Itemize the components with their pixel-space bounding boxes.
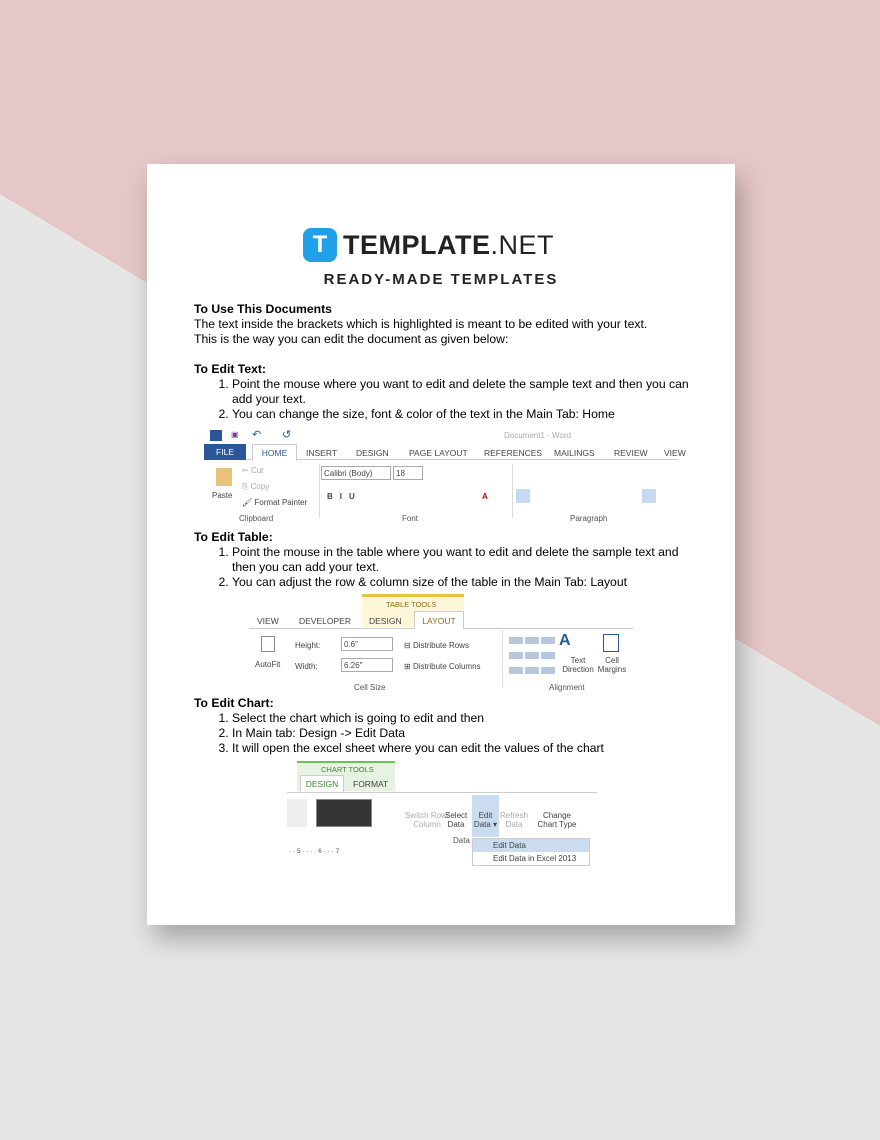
edit-table-list: 1. Point the mouse in the table where you want to edit and delete the sample text and then you can add your text. 2. You can adjust the row & column size of the table in the Main Tab: Layout [212,545,702,590]
edit-chart-heading: To Edit Chart: [194,696,274,710]
save-icon: ▣ [231,430,239,439]
menu-item-edit-data[interactable]: Edit Data [473,839,589,852]
cut-button[interactable]: ✂ Cut [242,466,264,475]
switch-row-column-button[interactable]: Switch Row/ Column [405,811,450,829]
tab-design[interactable]: DESIGN [369,616,402,626]
logo: T TEMPLATE.NET [303,228,554,262]
width-label: Width: [295,662,318,671]
distribute-columns-button[interactable]: ⊞ Distribute Columns [404,662,481,671]
tab-mailings[interactable]: MAILINGS [554,448,595,458]
chart-style-thumb[interactable] [287,799,307,827]
undo-icon: ↶ [252,429,262,441]
cell-margins-icon [603,634,619,652]
chart-ribbon-screenshot [287,761,597,864]
change-chart-type-button[interactable]: Change Chart Type [537,811,577,829]
group-data: Data [453,836,470,845]
group-clipboard: Clipboard [239,514,274,523]
window-title: Document1 - Word [504,431,571,440]
refresh-data-button[interactable]: Refresh Data [500,811,529,829]
tab-review[interactable]: REVIEW [614,448,648,458]
tab-developer[interactable]: DEVELOPER [299,616,351,626]
edit-text-list: 1. Point the mouse where you want to edit and delete the sample text and then you can add your text. 2. You can change the size, font & color of the text in the Main Tab: Home [212,377,702,422]
edit-data-menu [472,838,590,866]
tab-layout[interactable]: LAYOUT [414,611,464,629]
ruler: · · 5 · · · · 6 · · · 7 [289,848,340,855]
format-painter-button[interactable]: 🖌 Format Painter [242,498,308,507]
edit-text-heading: To Edit Text: [194,362,266,376]
intro: To Use This Documents The text inside the brackets which is highlighted is meant to be edited with your text. This is the way you can edit the document as given below: [194,302,648,346]
group-paragraph: Paragraph [570,514,608,523]
height-input[interactable]: 0.6" [341,637,393,651]
paste-button[interactable]: Paste [212,491,233,500]
autofit-icon [261,636,275,652]
font-select[interactable]: Calibri (Body) [321,466,391,480]
edit-chart-list: 1. Select the chart which is going to edit and then 2. In Main tab: Design -> Edit Data 3. It will open the excel sheet where you can edit the values of the chart [212,711,702,756]
tab-view[interactable]: VIEW [664,448,686,458]
text-direction-icon: A [559,632,571,649]
align-left-button[interactable] [516,489,530,503]
menu-item-edit-data-excel[interactable]: Edit Data in Excel 2013 [493,854,577,863]
tab-format[interactable]: FORMAT [353,779,389,789]
group-cell-size: Cell Size [354,683,386,692]
chart-style-thumb-selected[interactable] [316,799,372,827]
table-ribbon-screenshot [249,594,633,694]
group-alignment: Alignment [549,683,585,692]
cell-margins-button[interactable]: Cell Margins [597,656,627,674]
document-page [147,164,735,925]
tab-insert[interactable]: INSERT [306,448,338,458]
autofit-button[interactable]: AutoFit [255,660,281,669]
group-font: Font [402,514,419,523]
word-icon [210,430,222,441]
borders-button[interactable] [642,489,656,503]
tab-file[interactable]: FILE [204,444,246,460]
tab-view[interactable]: VIEW [257,616,279,626]
width-input[interactable]: 6.26" [341,658,393,672]
word-ribbon-screenshot [204,426,686,526]
edit-data-label: Edit Data ▾ [473,811,498,829]
redo-icon: ↺ [282,429,292,441]
tagline: READY-MADE TEMPLATES [323,271,559,288]
text-direction-button[interactable]: Text Direction [562,656,594,674]
copy-button[interactable]: ⎘ Copy [242,482,270,491]
tab-references[interactable]: REFERENCES [484,448,543,458]
tab-home[interactable]: HOME [252,444,297,461]
distribute-rows-button[interactable]: ⊟ Distribute Rows [404,641,469,650]
alignment-grid[interactable] [507,634,555,678]
tab-page-layout[interactable]: PAGE LAYOUT [409,448,468,458]
font-format-buttons[interactable]: BIU [327,492,362,501]
font-color-icon[interactable]: A [482,492,488,501]
paste-icon [216,468,232,486]
table-tools-label: TABLE TOOLS [386,600,437,609]
edit-table-heading: To Edit Table: [194,530,273,544]
chart-tools-label: CHART TOOLS [321,765,374,774]
tab-design[interactable]: DESIGN [300,775,344,792]
tab-design[interactable]: DESIGN [356,448,389,458]
font-size-select[interactable]: 18 [393,466,423,480]
logo-icon: T [303,228,337,262]
height-label: Height: [295,641,321,650]
select-data-button[interactable]: Select Data [445,811,468,829]
